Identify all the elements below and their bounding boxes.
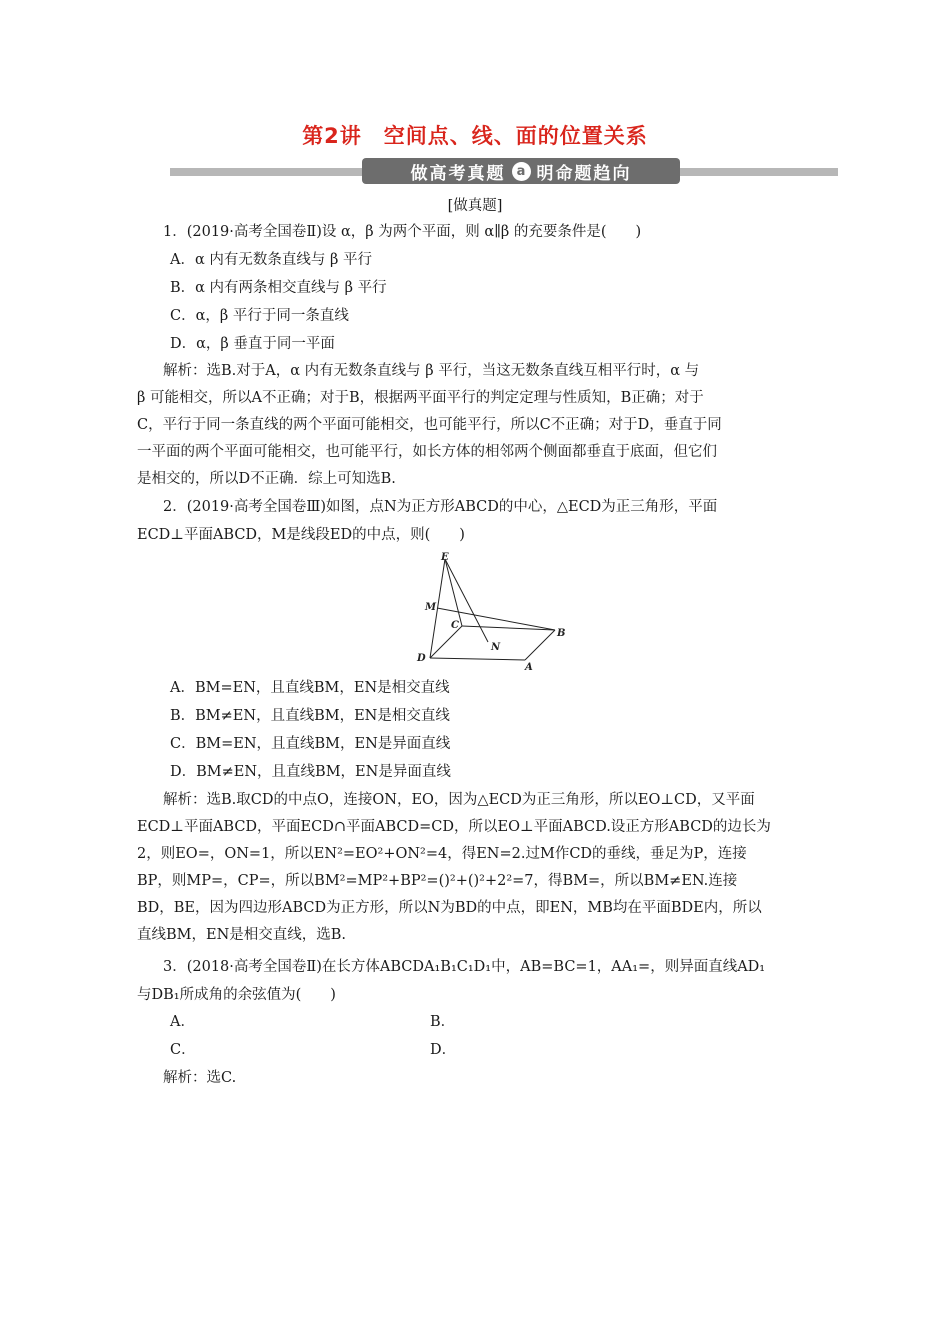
- label-N: N: [491, 642, 501, 653]
- q2-solution-line: 解析：选B.取CD的中点O，连接ON，EO，因为△ECD为正三角形，所以EO⊥CD，又平面: [163, 792, 755, 808]
- q2-option-a: A．BM=EN，且直线BM，EN是相交直线: [170, 680, 450, 696]
- page-title: 第2讲 空间点、线、面的位置关系: [302, 124, 648, 148]
- q3-option-d: D．: [430, 1042, 457, 1058]
- q3-option-a: A．: [170, 1014, 195, 1030]
- label-B: B: [557, 628, 566, 639]
- label-E: E: [441, 552, 449, 563]
- edge-EC: [445, 559, 462, 626]
- q3-option-b: B．: [430, 1014, 456, 1030]
- edge-CB: [462, 626, 555, 630]
- q2-option-d: D．BM≠EN，且直线BM，EN是异面直线: [170, 764, 451, 780]
- banner-tab: [362, 158, 680, 184]
- pyramid-figure: [410, 550, 580, 675]
- q2-solution-line: BD，BE，因为四边形ABCD为正方形，所以N为BD的中点，即EN，MB均在平面BDE内，所以: [137, 900, 762, 916]
- q2-stem-line: ECD⊥平面ABCD，M是线段ED的中点，则( ): [137, 527, 465, 543]
- edge-AB: [525, 630, 555, 660]
- q1-solution-line: C，平行于同一条直线的两个平面可能相交，也可能平行，所以C不正确；对于D，垂直于同: [137, 417, 722, 433]
- q1-option-b: B．α 内有两条相交直线与 β 平行: [170, 280, 387, 296]
- section-heading: [做真题]: [447, 198, 503, 214]
- q1-solution-line: β 可能相交，所以A不正确；对于B，根据两平面平行的判定定理与性质知，B正确；对于: [137, 390, 704, 406]
- q2-option-b: B．BM≠EN，且直线BM，EN是相交直线: [170, 708, 450, 724]
- q1-option-c: C．α，β 平行于同一条直线: [170, 308, 349, 324]
- q3-stem-line: 3．(2018·高考全国卷Ⅱ)在长方体ABCDA₁B₁C₁D₁中，AB=BC=1，AA₁=，则异面直线AD₁: [163, 959, 766, 975]
- banner-right-text: 明命题趋向: [536, 163, 632, 184]
- q1-option-a: A．α 内有无数条直线与 β 平行: [170, 252, 372, 268]
- label-C: C: [451, 620, 459, 631]
- q2-solution-line: 2，则EO=，ON=1，所以EN²=EO²+ON²=4，得EN=2.过M作CD的垂线，垂足为P，连接: [137, 846, 747, 862]
- q2-solution-line: 直线BM，EN是相交直线，选B.: [137, 927, 347, 943]
- q1-solution-line: 解析：选B.对于A，α 内有无数条直线与 β 平行，当这无数条直线互相平行时，α 与: [163, 363, 700, 379]
- label-M: M: [425, 602, 437, 613]
- q2-solution-line: ECD⊥平面ABCD，平面ECD∩平面ABCD=CD，所以EO⊥平面ABCD.设正方形ABCD的边长为: [137, 819, 771, 835]
- label-D: D: [417, 653, 426, 664]
- q3-stem-line: 与DB₁所成角的余弦值为( ): [137, 987, 336, 1003]
- q2-solution-line: BP，则MP=，CP=，所以BM²=MP²+BP²=()²+()²+2²=7，得BM=，所以BM≠EN.连接: [137, 873, 738, 889]
- q3-solution: 解析：选C.: [163, 1070, 237, 1086]
- q1-solution-line: 是相交的，所以D不正确．综上可知选B.: [137, 471, 396, 487]
- label-A: A: [525, 662, 533, 673]
- q3-option-c: C．: [170, 1042, 196, 1058]
- section-banner: [170, 158, 838, 184]
- q1-stem: 1．(2019·高考全国卷Ⅱ)设 α，β 为两个平面，则 α∥β 的充要条件是( ): [163, 224, 642, 240]
- q1-option-d: D．α，β 垂直于同一平面: [170, 336, 335, 352]
- q2-stem-line: 2．(2019·高考全国卷Ⅲ)如图，点N为正方形ABCD的中心，△ECD为正三角形，平面: [163, 499, 718, 515]
- banner-left-text: 做高考真题: [410, 163, 506, 184]
- edge-DA: [430, 658, 525, 660]
- banner-circle-icon: a: [512, 162, 531, 181]
- q1-solution-line: 一平面的两个平面可能相交，也可能平行，如长方体的相邻两个侧面都垂直于底面，但它们: [137, 444, 717, 460]
- q2-option-c: C．BM=EN，且直线BM，EN是异面直线: [170, 736, 451, 752]
